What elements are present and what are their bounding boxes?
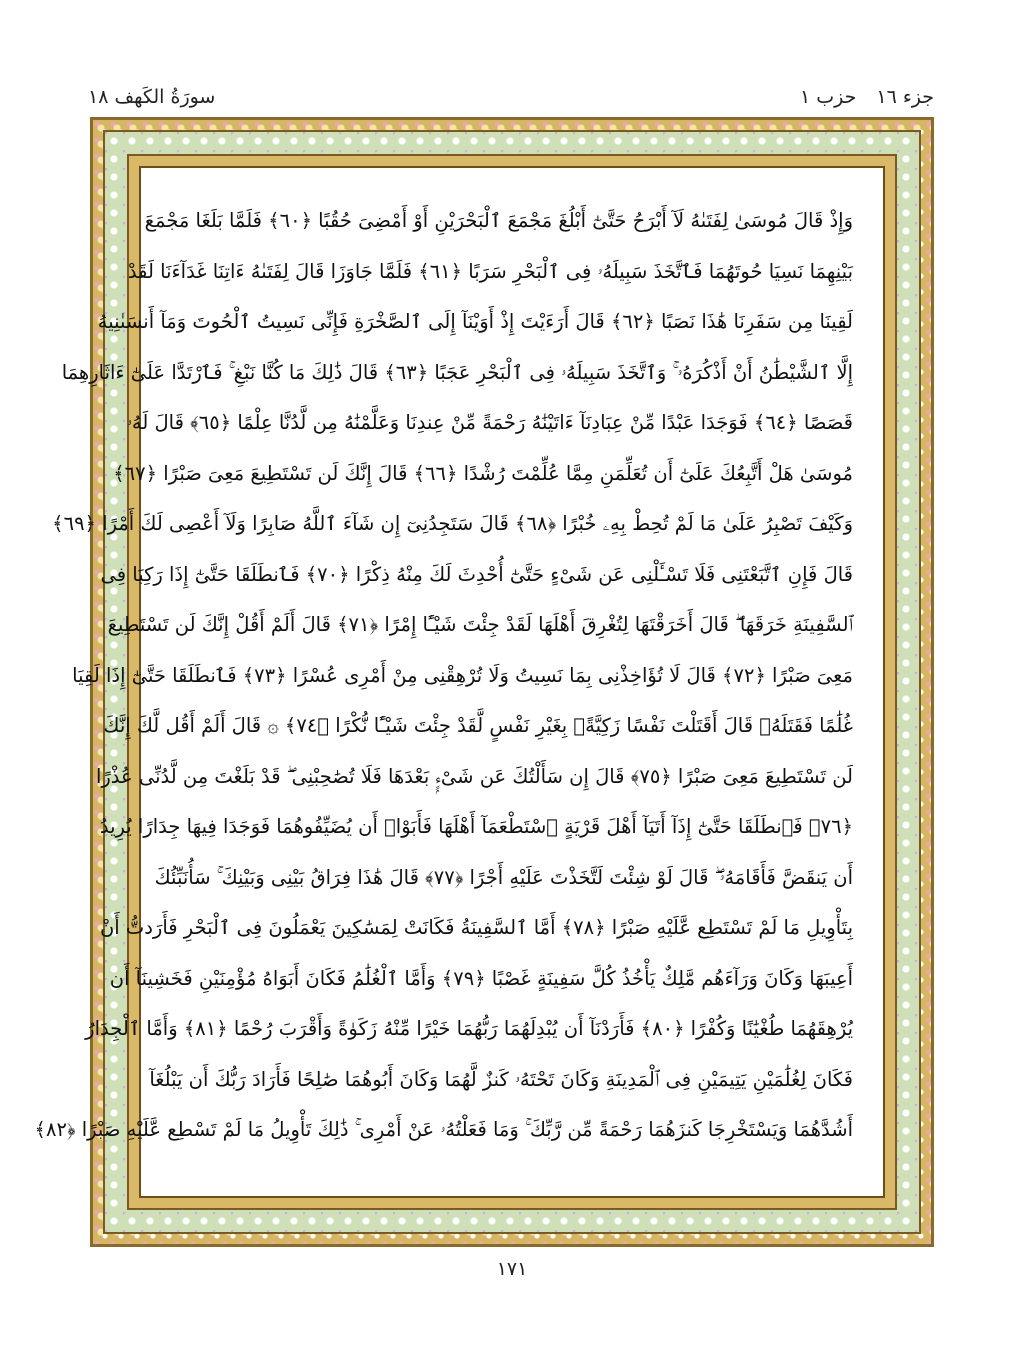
verse-line: أَن يَنقَضَّ فَأَقَامَهُۥ ۖ قَالَ لَوْ شِئْتَ لَتَّخَذْتَ عَلَيْهِ أَجْرًا ﴿٧٧﴾ قَالَ هَٰذَا فِرَاقُ بَيْنِى وَبَيْنِكَ ۚ سَأُنَبِّئُكَ (154, 865, 853, 889)
verse-line: مُوسَىٰ هَلْ أَتَّبِعُكَ عَلَىٰٓ أَن تُعَلِّمَنِ مِمَّا عُلِّمْتَ رُشْدًا ﴿٦٦﴾ قَالَ إِنَّكَ لَن تَسْتَطِيعَ مَعِىَ صَبْرًا ﴿٦٧﴾ (113, 461, 853, 485)
verse-line: أَشُدَّهُمَا وَيَسْتَخْرِجَا كَنزَهُمَا رَحْمَةً مِّن رَّبِّكَ ۚ وَمَا فَعَلْتُهُۥ عَنْ أَمْرِى ۚ ذَٰلِكَ تَأْوِيلُ مَا لَمْ تَسْطِع عَّلَيْهِ صَبْرًا ﴿٨٢﴾ (34, 1118, 853, 1141)
verse-line: يُرْهِقَهُمَا طُغْيَٰنًا وَكُفْرًا ﴿٨٠﴾ فَأَرَدْنَآ أَن يُبْدِلَهُمَا رَبُّهُمَا خَيْرًا مِّنْهُ زَكَوٰةً وَأَقْرَبَ رُحْمًا ﴿٨١﴾ وَأَمَّا ٱلْجِدَارُ (85, 1017, 853, 1040)
verse-line: لَن تَسْتَطِيعَ مَعِىَ صَبْرًا ﴿٧٥﴾ قَالَ إِن سَأَلْتُكَ عَن شَىْءٍۭ بَعْدَهَا فَلَا تُصَٰحِبْنِى ۖ قَدْ بَلَغْتَ مِن لَّدُنِّى عُذْرًا (95, 764, 853, 788)
surah-title: سورَةُ الكَهف ١٨ (88, 86, 216, 108)
verse-line: وَكَيْفَ تَصْبِرُ عَلَىٰ مَا لَمْ تُحِطْ بِهِۦ خُبْرًا ﴿٦٨﴾ قَالَ سَتَجِدُنِىٓ إِن شَآءَ ٱللَّهُ صَابِرًا وَلَآ أَعْصِى لَكَ أَمْرًا ﴿٦٩﴾ (52, 512, 853, 535)
verse-line: غُلَٰمًا فَقَتَلَهُۥ قَالَ أَقَتَلْتَ نَفْسًا زَكِيَّةًۢ بِغَيْرِ نَفْسٍ لَّقَدْ جِئْتَ شَيْـًٔا نُّكْرًا ﴿٧٤﴾ ۞ قَالَ أَلَمْ أَقُل لَّكَ إِنَّكَ (103, 714, 853, 737)
verse-line: ﴿٧٦﴾ فَٱنطَلَقَا حَتَّىٰٓ إِذَآ أَتَيَآ أَهْلَ قَرْيَةٍ ٱسْتَطْعَمَآ أَهْلَهَا فَأَبَوْا۟ أَن يُضَيِّفُوهُمَا فَوَجَدَا فِيهَا جِدَارًا يُرِيدُ (99, 815, 853, 838)
ornamental-frame (34, 117, 934, 1247)
verse-line: بَيْنِهِمَا نَسِيَا حُوتَهُمَا فَٱتَّخَذَ سَبِيلَهُۥ فِى ٱلْبَحْرِ سَرَبًا ﴿٦١﴾ فَلَمَّا جَاوَزَا قَالَ لِفَتَىٰهُ ءَاتِنَا غَدَآءَنَا لَقَدْ (127, 259, 853, 283)
verse-line: لَقِينَا مِن سَفَرِنَا هَٰذَا نَصَبًا ﴿٦٢﴾ قَالَ أَرَءَيْتَ إِذْ أَوَيْنَآ إِلَى ٱلصَّخْرَةِ فَإِنِّى نَسِيتُ ٱلْحُوتَ وَمَآ أَنسَىٰنِيهُ (97, 310, 853, 333)
verse-line: قَصَصًا ﴿٦٤﴾ فَوَجَدَا عَبْدًا مِّنْ عِبَادِنَآ ءَاتَيْنَٰهُ رَحْمَةً مِّنْ عِندِنَا وَعَلَّمْنَٰهُ مِن لَّدُنَّا عِلْمًا ﴿٦٥﴾ قَالَ لَهُۥ (127, 411, 853, 434)
page-header (0, 0, 1024, 118)
verse-line: بِتَأْوِيلِ مَا لَمْ تَسْتَطِع عَّلَيْهِ صَبْرًا ﴿٧٨﴾ أَمَّا ٱلسَّفِينَةُ فَكَانَتْ لِمَسَٰكِينَ يَعْمَلُونَ فِى ٱلْبَحْرِ فَأَرَدتُّ أَنْ (99, 916, 853, 939)
ornamental-inner-band (34, 154, 897, 1210)
page-number: ١٧١ (496, 1258, 528, 1280)
verse-line: مَعِىَ صَبْرًا ﴿٧٢﴾ قَالَ لَا تُؤَاخِذْنِى بِمَا نَسِيتُ وَلَا تُرْهِقْنِى مِنْ أَمْرِى عُسْرًا ﴿٧٣﴾ فَٱنطَلَقَا حَتَّىٰٓ إِذَا لَقِيَا (72, 663, 853, 687)
juz-hizb-label (786, 86, 934, 108)
verse-line: أَعِيبَهَا وَكَانَ وَرَآءَهُم مَّلِكٌ يَأْخُذُ كُلَّ سَفِينَةٍ غَصْبًا ﴿٧٩﴾ وَأَمَّا ٱلْغُلَٰمُ فَكَانَ أَبَوَاهُ مُؤْمِنَيْنِ فَخَشِينَآ أَن (109, 966, 853, 990)
verse-line: وَإِذْ قَالَ مُوسَىٰ لِفَتَىٰهُ لَآ أَبْرَحُ حَتَّىٰٓ أَبْلُغَ مَجْمَعَ ٱلْبَحْرَيْنِ أَوْ أَمْضِىَ حُقُبًا ﴿٦٠﴾ فَلَمَّا بَلَغَا مَجْمَعَ (144, 209, 853, 232)
hizb-label: حزب ١ (799, 86, 857, 108)
verse-line: ٱلسَّفِينَةِ خَرَقَهَا ۖ قَالَ أَخَرَقْتَهَا لِتُغْرِقَ أَهْلَهَا لَقَدْ جِئْتَ شَيْـًٔا إِمْرًا ﴿٧١﴾ قَالَ أَلَمْ أَقُلْ إِنَّكَ لَن تَسْتَطِيعَ (107, 613, 853, 636)
verse-line: فَكَانَ لِغُلَٰمَيْنِ يَتِيمَيْنِ فِى ٱلْمَدِينَةِ وَكَانَ تَحْتَهُۥ كَنزٌ لَّهُمَا وَكَانَ أَبُوهُمَا صَٰلِحًا فَأَرَادَ رَبُّكَ أَن يَبْلُغَآ (149, 1067, 853, 1091)
verse-line: قَالَ فَإِنِ ٱتَّبَعْتَنِى فَلَا تَسْـَٔلْنِى عَن شَىْءٍ حَتَّىٰٓ أُحْدِثَ لَكَ مِنْهُ ذِكْرًا ﴿٧٠﴾ فَٱنطَلَقَا حَتَّىٰٓ إِذَا رَكِبَا فِى (100, 562, 853, 586)
verse-line: إِلَّا ٱلشَّيْطَٰنُ أَنْ أَذْكُرَهُۥ ۚ وَٱتَّخَذَ سَبِيلَهُۥ فِى ٱلْبَحْرِ عَجَبًا ﴿٦٣﴾ قَالَ ذَٰلِكَ مَا كُنَّا نَبْغِ ۚ فَٱرْتَدَّا عَلَىٰٓ ءَاثَارِهِمَا (61, 360, 853, 384)
quran-text-panel (34, 166, 885, 1198)
juz-label: جزء ١٦ (876, 86, 934, 108)
ornamental-border (34, 130, 921, 1234)
